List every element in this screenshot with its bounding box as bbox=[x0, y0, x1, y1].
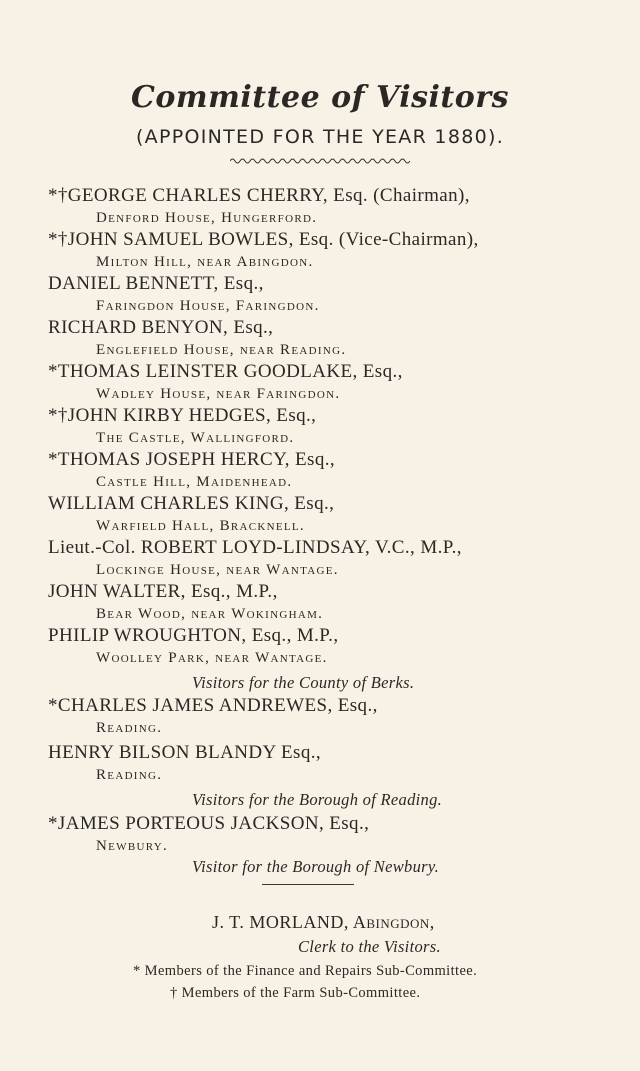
visitor-name: RICHARD BENYON, Esq., bbox=[48, 317, 274, 338]
footnote-finance: * Members of the Finance and Repairs Sub-Committee. bbox=[133, 963, 478, 979]
clerk-role: Clerk to the Visitors. bbox=[298, 937, 441, 956]
visitor-address: Reading. bbox=[96, 720, 163, 736]
visitor-address: Bear Wood, near Wokingham. bbox=[96, 606, 324, 622]
visitor-name: *THOMAS JOSEPH HERCY, Esq., bbox=[48, 449, 336, 470]
page-title: Committee of Visitors bbox=[131, 80, 509, 115]
visitor-address: Reading. bbox=[96, 767, 163, 783]
section-caption-newbury: Visitor for the Borough of Newbury. bbox=[192, 857, 440, 876]
visitor-address: Warfield Hall, Bracknell. bbox=[96, 518, 305, 534]
section-caption-county: Visitors for the County of Berks. bbox=[192, 673, 415, 692]
visitor-address: Denford House, Hungerford. bbox=[96, 210, 318, 226]
visitor-name: *CHARLES JAMES ANDREWES, Esq., bbox=[48, 695, 378, 716]
visitor-name: PHILIP WROUGHTON, Esq., M.P., bbox=[48, 625, 339, 646]
visitor-name: *†JOHN KIRBY HEDGES, Esq., bbox=[48, 405, 317, 426]
visitor-name: *†GEORGE CHARLES CHERRY, Esq. (Chairman), bbox=[48, 185, 470, 206]
visitor-address: Castle Hill, Maidenhead. bbox=[96, 474, 293, 490]
page-subtitle: (APPOINTED FOR THE YEAR 1880). bbox=[135, 126, 505, 148]
visitor-address: Englefield House, near Reading. bbox=[96, 342, 347, 358]
visitor-name: *THOMAS LEINSTER GOODLAKE, Esq., bbox=[48, 361, 403, 382]
divider-rule bbox=[262, 884, 354, 885]
visitor-name: *†JOHN SAMUEL BOWLES, Esq. (Vice-Chairman), bbox=[48, 229, 479, 250]
visitor-address: Newbury. bbox=[96, 838, 169, 854]
visitor-address: Milton Hill, near Abingdon. bbox=[96, 254, 314, 270]
footnote-farm: † Members of the Farm Sub-Committee. bbox=[170, 985, 421, 1001]
visitor-name: JOHN WALTER, Esq., M.P., bbox=[48, 581, 278, 602]
visitor-address: The Castle, Wallingford. bbox=[96, 430, 295, 446]
visitor-address: Woolley Park, near Wantage. bbox=[96, 650, 328, 666]
clerk-name: J. T. MORLAND, Abingdon, bbox=[212, 912, 435, 932]
visitor-address: Faringdon House, Faringdon. bbox=[96, 298, 320, 314]
visitor-name: WILLIAM CHARLES KING, Esq., bbox=[48, 493, 335, 514]
visitor-name: HENRY BILSON BLANDY Esq., bbox=[48, 742, 322, 763]
ornamental-divider bbox=[230, 156, 410, 166]
visitor-name: Lieut.-Col. ROBERT LOYD-LINDSAY, V.C., M.P., bbox=[48, 537, 462, 558]
visitor-name: DANIEL BENNETT, Esq., bbox=[48, 273, 264, 294]
visitor-address: Lockinge House, near Wantage. bbox=[96, 562, 339, 578]
section-caption-reading: Visitors for the Borough of Reading. bbox=[192, 790, 443, 809]
visitor-name: *JAMES PORTEOUS JACKSON, Esq., bbox=[48, 813, 370, 834]
visitor-address: Wadley House, near Faringdon. bbox=[96, 386, 341, 402]
